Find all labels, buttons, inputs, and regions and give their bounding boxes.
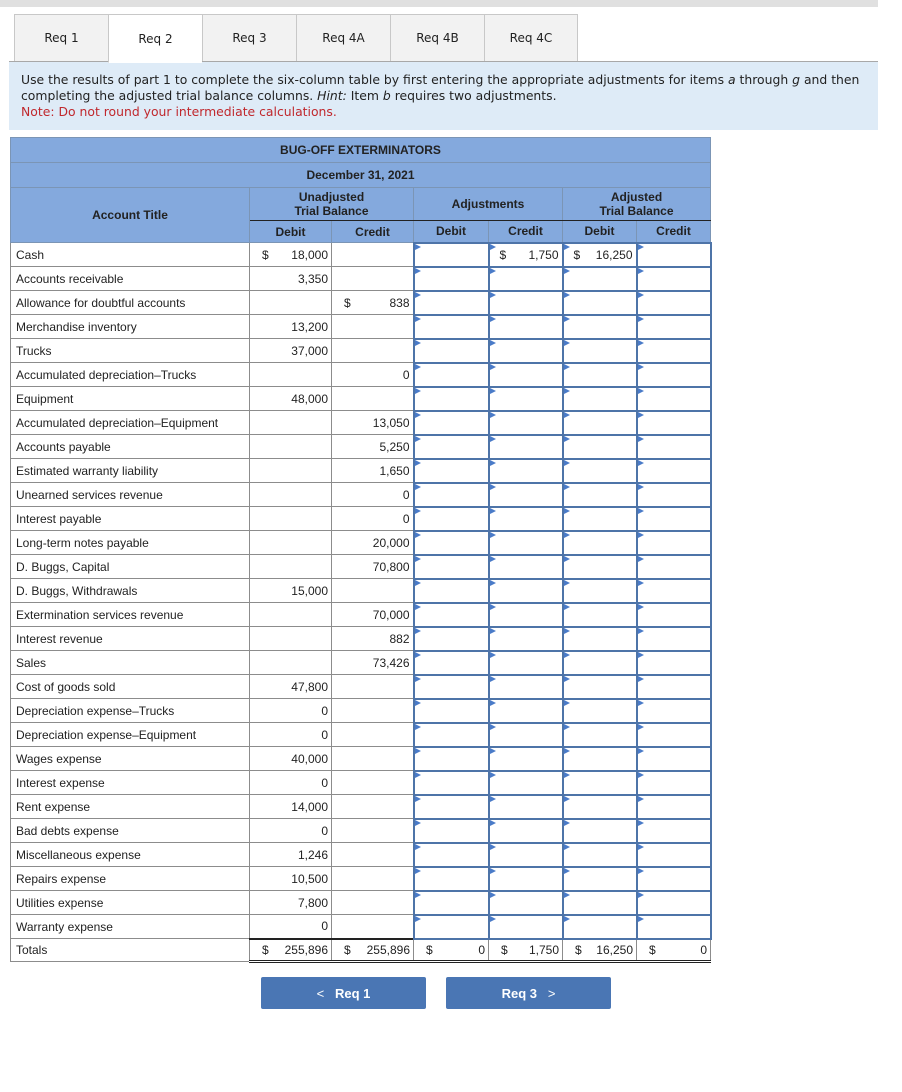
atb-credit-input[interactable]	[637, 627, 711, 651]
unadj-credit-cell	[332, 915, 414, 939]
atb-debit-input[interactable]: $ 16,250	[563, 243, 637, 267]
atb-credit-input[interactable]	[637, 819, 711, 843]
adj-credit-input[interactable]	[489, 267, 563, 291]
adj-credit-input[interactable]	[489, 867, 563, 891]
atb-credit-input[interactable]	[637, 243, 711, 267]
atb-debit-input[interactable]	[563, 315, 637, 339]
tab-req4c[interactable]: Req 4C	[484, 14, 578, 62]
adj-debit-input[interactable]	[414, 507, 489, 531]
tab-req3[interactable]: Req 3	[202, 14, 296, 62]
adj-debit-input[interactable]	[414, 747, 489, 771]
unadj-debit-cell: 0	[250, 723, 332, 747]
account-title: D. Buggs, Withdrawals	[11, 579, 250, 603]
atb-debit-input[interactable]	[563, 867, 637, 891]
adj-debit-input[interactable]	[414, 459, 489, 483]
unadj-credit-cell	[332, 699, 414, 723]
currency-symbol: $	[262, 942, 269, 957]
adj-credit-input[interactable]	[489, 819, 563, 843]
adj-debit-input[interactable]	[414, 435, 489, 459]
adj-credit-input[interactable]	[489, 579, 563, 603]
unadj-debit-cell	[250, 291, 332, 315]
table-row	[11, 795, 711, 819]
unadj-debit-cell	[250, 363, 332, 387]
atb-credit-input[interactable]	[637, 579, 711, 603]
adj-debit-input[interactable]	[414, 267, 489, 291]
unadj-debit-cell	[250, 555, 332, 579]
adj-debit-input[interactable]	[414, 243, 489, 267]
table-row	[11, 387, 711, 411]
adj-debit-input[interactable]	[414, 291, 489, 315]
unadj-debit-cell: 14,000	[250, 795, 332, 819]
table-row	[11, 675, 711, 699]
adj-debit-input[interactable]	[414, 819, 489, 843]
atb-debit-input[interactable]	[563, 819, 637, 843]
unadj-credit-cell	[332, 315, 414, 339]
adj-debit-input[interactable]	[414, 555, 489, 579]
atb-debit-input[interactable]	[563, 411, 637, 435]
atb-credit-input[interactable]	[637, 867, 711, 891]
adj-debit-input[interactable]	[414, 843, 489, 867]
table-row	[11, 699, 711, 723]
adj-credit-input[interactable]	[489, 339, 563, 363]
adj-credit-input[interactable]: $ 1,750	[489, 243, 563, 267]
account-title: Accumulated depreciation–Trucks	[11, 363, 250, 387]
chevron-left-icon: <	[316, 985, 325, 1001]
adj-credit-input[interactable]	[489, 723, 563, 747]
atb-credit-input[interactable]	[637, 795, 711, 819]
atb-debit-input[interactable]	[563, 891, 637, 915]
unadj-debit-cell	[250, 507, 332, 531]
atb-debit-input[interactable]	[563, 267, 637, 291]
atb-credit-input[interactable]	[637, 363, 711, 387]
unadj-credit-cell: 13,050	[332, 411, 414, 435]
table-row	[11, 339, 711, 363]
atb-credit-input[interactable]	[637, 267, 711, 291]
table-row	[11, 771, 711, 795]
table-row	[11, 291, 711, 315]
account-title: Unearned services revenue	[11, 483, 250, 507]
account-title: Interest payable	[11, 507, 250, 531]
atb-credit-input[interactable]	[637, 771, 711, 795]
unadj-credit-cell	[332, 339, 414, 363]
account-title: Rent expense	[11, 795, 250, 819]
atb-credit-input[interactable]	[637, 315, 711, 339]
adj-credit-input[interactable]	[489, 459, 563, 483]
table-row	[11, 603, 711, 627]
table-row	[11, 315, 711, 339]
total-unadj-debit: $ 255,896	[250, 939, 332, 962]
table-row	[11, 723, 711, 747]
atb-credit-input[interactable]	[637, 507, 711, 531]
adj-credit-input[interactable]	[489, 699, 563, 723]
unadj-debit-cell	[250, 411, 332, 435]
account-title: Cash	[11, 243, 250, 267]
table-row	[11, 459, 711, 483]
unadj-credit-cell: 70,800	[332, 555, 414, 579]
account-title: Allowance for doubtful accounts	[11, 291, 250, 315]
table-row	[11, 243, 711, 267]
account-title: Accumulated depreciation–Equipment	[11, 411, 250, 435]
adj-debit-input[interactable]	[414, 579, 489, 603]
adj-debit-input[interactable]	[414, 771, 489, 795]
unadj-debit-cell: 37,000	[250, 339, 332, 363]
currency-symbol: $	[344, 942, 351, 957]
adj-credit-input[interactable]	[489, 747, 563, 771]
account-title: Long-term notes payable	[11, 531, 250, 555]
unadj-debit-cell: 7,800	[250, 891, 332, 915]
adj-debit-input[interactable]	[414, 603, 489, 627]
atb-debit-input[interactable]	[563, 675, 637, 699]
unadj-credit-cell: $ 838	[332, 291, 414, 315]
atb-debit-input[interactable]	[563, 435, 637, 459]
currency-symbol: $	[426, 942, 433, 957]
account-title-header: Account Title	[11, 188, 250, 243]
adj-credit-input[interactable]	[489, 843, 563, 867]
atb-debit-input[interactable]	[563, 363, 637, 387]
adj-credit-input[interactable]	[489, 363, 563, 387]
adj-debit-input[interactable]	[414, 315, 489, 339]
account-title: Accounts payable	[11, 435, 250, 459]
account-title: Estimated warranty liability	[11, 459, 250, 483]
unadj-credit-cell	[332, 675, 414, 699]
total-unadj-credit: $ 255,896	[332, 939, 414, 962]
table-row	[11, 651, 711, 675]
atb-debit-input[interactable]	[563, 795, 637, 819]
table-row	[11, 363, 711, 387]
table-row	[11, 915, 711, 939]
account-title: Depreciation expense–Trucks	[11, 699, 250, 723]
account-title: D. Buggs, Capital	[11, 555, 250, 579]
atb-debit-input[interactable]	[563, 579, 637, 603]
atb-credit-input[interactable]	[637, 651, 711, 675]
unadj-credit-cell	[332, 867, 414, 891]
unadj-credit-cell	[332, 819, 414, 843]
total-adj-credit: $ 1,750	[489, 939, 563, 962]
table-row	[11, 267, 711, 291]
adj-credit-input[interactable]	[489, 435, 563, 459]
adj-credit-input[interactable]	[489, 771, 563, 795]
unadjusted-tb-header: Unadjusted Trial Balance	[250, 188, 414, 221]
unadj-credit-header: Credit	[332, 221, 414, 243]
unadj-debit-header: Debit	[250, 221, 332, 243]
account-title: Merchandise inventory	[11, 315, 250, 339]
account-title: Utilities expense	[11, 891, 250, 915]
atb-debit-input[interactable]	[563, 699, 637, 723]
atb-debit-header: Debit	[563, 221, 637, 243]
account-title: Interest revenue	[11, 627, 250, 651]
company-name: BUG-OFF EXTERMINATORS	[11, 138, 711, 163]
table-row	[11, 891, 711, 915]
unadj-credit-cell	[332, 243, 414, 267]
totals-row	[11, 939, 711, 962]
adj-credit-input[interactable]	[489, 531, 563, 555]
table-row	[11, 555, 711, 579]
adj-credit-input[interactable]	[489, 483, 563, 507]
instruction-note: Note: Do not round your intermediate calculations.	[21, 104, 337, 119]
account-title: Wages expense	[11, 747, 250, 771]
unadj-credit-cell	[332, 843, 414, 867]
table-row	[11, 627, 711, 651]
atb-credit-input[interactable]	[637, 459, 711, 483]
atb-credit-header: Credit	[637, 221, 711, 243]
adj-credit-input[interactable]	[489, 651, 563, 675]
unadj-credit-cell: 0	[332, 483, 414, 507]
unadj-debit-cell: 0	[250, 819, 332, 843]
prev-req1-button[interactable]: < Req 1	[261, 977, 426, 1009]
currency-symbol: $	[262, 247, 269, 262]
account-title: Accounts receivable	[11, 267, 250, 291]
atb-credit-input[interactable]	[637, 339, 711, 363]
atb-debit-input[interactable]	[563, 723, 637, 747]
unadj-debit-cell	[250, 435, 332, 459]
atb-credit-input[interactable]	[637, 675, 711, 699]
table-row	[11, 531, 711, 555]
unadj-debit-cell: 0	[250, 915, 332, 939]
atb-debit-input[interactable]	[563, 459, 637, 483]
unadj-debit-cell: 40,000	[250, 747, 332, 771]
unadj-credit-cell: 0	[332, 507, 414, 531]
adj-debit-input[interactable]	[414, 483, 489, 507]
adj-debit-input[interactable]	[414, 867, 489, 891]
atb-debit-input[interactable]	[563, 483, 637, 507]
currency-symbol: $	[573, 247, 581, 262]
atb-debit-input[interactable]	[563, 747, 637, 771]
adj-debit-input[interactable]	[414, 339, 489, 363]
unadj-credit-cell: 882	[332, 627, 414, 651]
atb-debit-input[interactable]	[563, 531, 637, 555]
unadj-credit-cell: 5,250	[332, 435, 414, 459]
unadj-credit-cell	[332, 747, 414, 771]
atb-debit-input[interactable]	[563, 387, 637, 411]
unadj-credit-cell	[332, 579, 414, 603]
account-title: Sales	[11, 651, 250, 675]
unadj-debit-cell: 3,350	[250, 267, 332, 291]
table-row	[11, 411, 711, 435]
adj-credit-input[interactable]	[489, 411, 563, 435]
atb-credit-input[interactable]	[637, 555, 711, 579]
adj-debit-header: Debit	[414, 221, 489, 243]
unadj-credit-cell: 70,000	[332, 603, 414, 627]
atb-credit-input[interactable]	[637, 291, 711, 315]
tab-req4b[interactable]: Req 4B	[390, 14, 484, 62]
unadj-debit-cell	[250, 531, 332, 555]
table-row	[11, 867, 711, 891]
unadj-debit-cell: 1,246	[250, 843, 332, 867]
adj-credit-input[interactable]	[489, 915, 563, 939]
adj-credit-input[interactable]	[489, 291, 563, 315]
atb-credit-input[interactable]	[637, 531, 711, 555]
unadj-credit-cell	[332, 771, 414, 795]
tab-req2[interactable]: Req 2	[108, 14, 202, 63]
adj-debit-input[interactable]	[414, 795, 489, 819]
requirement-tabs	[14, 14, 578, 62]
table-row	[11, 579, 711, 603]
table-row	[11, 435, 711, 459]
atb-debit-input[interactable]	[563, 339, 637, 363]
adj-debit-input[interactable]	[414, 411, 489, 435]
unadj-debit-cell: 0	[250, 771, 332, 795]
adj-debit-input[interactable]	[414, 651, 489, 675]
account-title: Warranty expense	[11, 915, 250, 939]
atb-credit-input[interactable]	[637, 915, 711, 939]
account-title: Depreciation expense–Equipment	[11, 723, 250, 747]
atb-credit-input[interactable]	[637, 747, 711, 771]
currency-symbol: $	[649, 942, 656, 957]
atb-debit-input[interactable]	[563, 603, 637, 627]
unadj-debit-cell: 15,000	[250, 579, 332, 603]
totals-label: Totals	[11, 939, 250, 962]
adj-debit-input[interactable]	[414, 891, 489, 915]
unadj-credit-cell	[332, 891, 414, 915]
total-atb-debit: $ 16,250	[563, 939, 637, 962]
adj-debit-input[interactable]	[414, 387, 489, 411]
adj-debit-input[interactable]	[414, 699, 489, 723]
account-title: Miscellaneous expense	[11, 843, 250, 867]
unadj-debit-cell: $ 18,000	[250, 243, 332, 267]
adj-debit-input[interactable]	[414, 915, 489, 939]
table-row	[11, 819, 711, 843]
adj-credit-input[interactable]	[489, 795, 563, 819]
unadj-debit-cell	[250, 603, 332, 627]
atb-credit-input[interactable]	[637, 603, 711, 627]
account-title: Extermination services revenue	[11, 603, 250, 627]
account-title: Bad debts expense	[11, 819, 250, 843]
unadj-debit-cell: 13,200	[250, 315, 332, 339]
adj-debit-input[interactable]	[414, 363, 489, 387]
adj-credit-input[interactable]	[489, 603, 563, 627]
unadj-credit-cell	[332, 267, 414, 291]
adj-credit-input[interactable]	[489, 891, 563, 915]
unadj-debit-cell	[250, 627, 332, 651]
atb-debit-input[interactable]	[563, 651, 637, 675]
statement-date: December 31, 2021	[11, 163, 711, 188]
atb-credit-input[interactable]	[637, 435, 711, 459]
currency-symbol: $	[344, 295, 351, 310]
total-adj-debit: $ 0	[414, 939, 489, 962]
account-title: Trucks	[11, 339, 250, 363]
atb-debit-input[interactable]	[563, 915, 637, 939]
atb-debit-input[interactable]	[563, 771, 637, 795]
unadj-debit-cell: 0	[250, 699, 332, 723]
unadj-debit-cell	[250, 651, 332, 675]
tab-req4a[interactable]: Req 4A	[296, 14, 390, 62]
atb-credit-input[interactable]	[637, 843, 711, 867]
unadj-debit-cell: 47,800	[250, 675, 332, 699]
next-req3-button[interactable]: Req 3 >	[446, 977, 611, 1009]
adj-debit-input[interactable]	[414, 531, 489, 555]
tab-req1[interactable]: Req 1	[14, 14, 108, 62]
atb-credit-input[interactable]	[637, 699, 711, 723]
currency-symbol: $	[499, 247, 507, 262]
unadj-debit-cell: 48,000	[250, 387, 332, 411]
atb-debit-input[interactable]	[563, 843, 637, 867]
unadj-credit-cell: 73,426	[332, 651, 414, 675]
adjustments-header: Adjustments	[414, 188, 563, 221]
unadj-credit-cell	[332, 795, 414, 819]
unadj-credit-cell	[332, 387, 414, 411]
adj-credit-input[interactable]	[489, 627, 563, 651]
total-atb-credit: $ 0	[637, 939, 711, 962]
instructions-panel	[9, 61, 878, 130]
unadj-debit-cell	[250, 483, 332, 507]
atb-debit-input[interactable]	[563, 555, 637, 579]
atb-debit-input[interactable]	[563, 507, 637, 531]
table-row	[11, 507, 711, 531]
atb-credit-input[interactable]	[637, 891, 711, 915]
adj-credit-input[interactable]	[489, 315, 563, 339]
adj-credit-input[interactable]	[489, 387, 563, 411]
top-bar	[0, 0, 878, 7]
adj-credit-input[interactable]	[489, 555, 563, 579]
adj-debit-input[interactable]	[414, 627, 489, 651]
table-row	[11, 843, 711, 867]
currency-symbol: $	[501, 942, 508, 957]
unadj-credit-cell	[332, 723, 414, 747]
atb-credit-input[interactable]	[637, 723, 711, 747]
instruction-text: Use the results of part 1 to complete the six-column table by first entering the appropriate adjustments for items a through g and then completing the adjusted trial balance columns. Hint: Item b requires two adjustments.	[21, 72, 860, 103]
unadj-credit-cell: 1,650	[332, 459, 414, 483]
atb-credit-input[interactable]	[637, 411, 711, 435]
account-title: Repairs expense	[11, 867, 250, 891]
account-title: Cost of goods sold	[11, 675, 250, 699]
atb-credit-input[interactable]	[637, 387, 711, 411]
adj-debit-input[interactable]	[414, 675, 489, 699]
adjusted-tb-header: Adjusted Trial Balance	[563, 188, 711, 221]
adj-debit-input[interactable]	[414, 723, 489, 747]
atb-credit-input[interactable]	[637, 483, 711, 507]
atb-debit-input[interactable]	[563, 291, 637, 315]
atb-debit-input[interactable]	[563, 627, 637, 651]
unadj-credit-cell: 20,000	[332, 531, 414, 555]
table-row	[11, 483, 711, 507]
unadj-debit-cell: 10,500	[250, 867, 332, 891]
adj-credit-input[interactable]	[489, 507, 563, 531]
table-row	[11, 747, 711, 771]
currency-symbol: $	[575, 942, 582, 957]
account-title: Interest expense	[11, 771, 250, 795]
unadj-credit-cell: 0	[332, 363, 414, 387]
account-title: Equipment	[11, 387, 250, 411]
unadj-debit-cell	[250, 459, 332, 483]
six-column-worksheet	[10, 137, 712, 963]
chevron-right-icon: >	[547, 985, 556, 1001]
adj-credit-header: Credit	[489, 221, 563, 243]
adj-credit-input[interactable]	[489, 675, 563, 699]
